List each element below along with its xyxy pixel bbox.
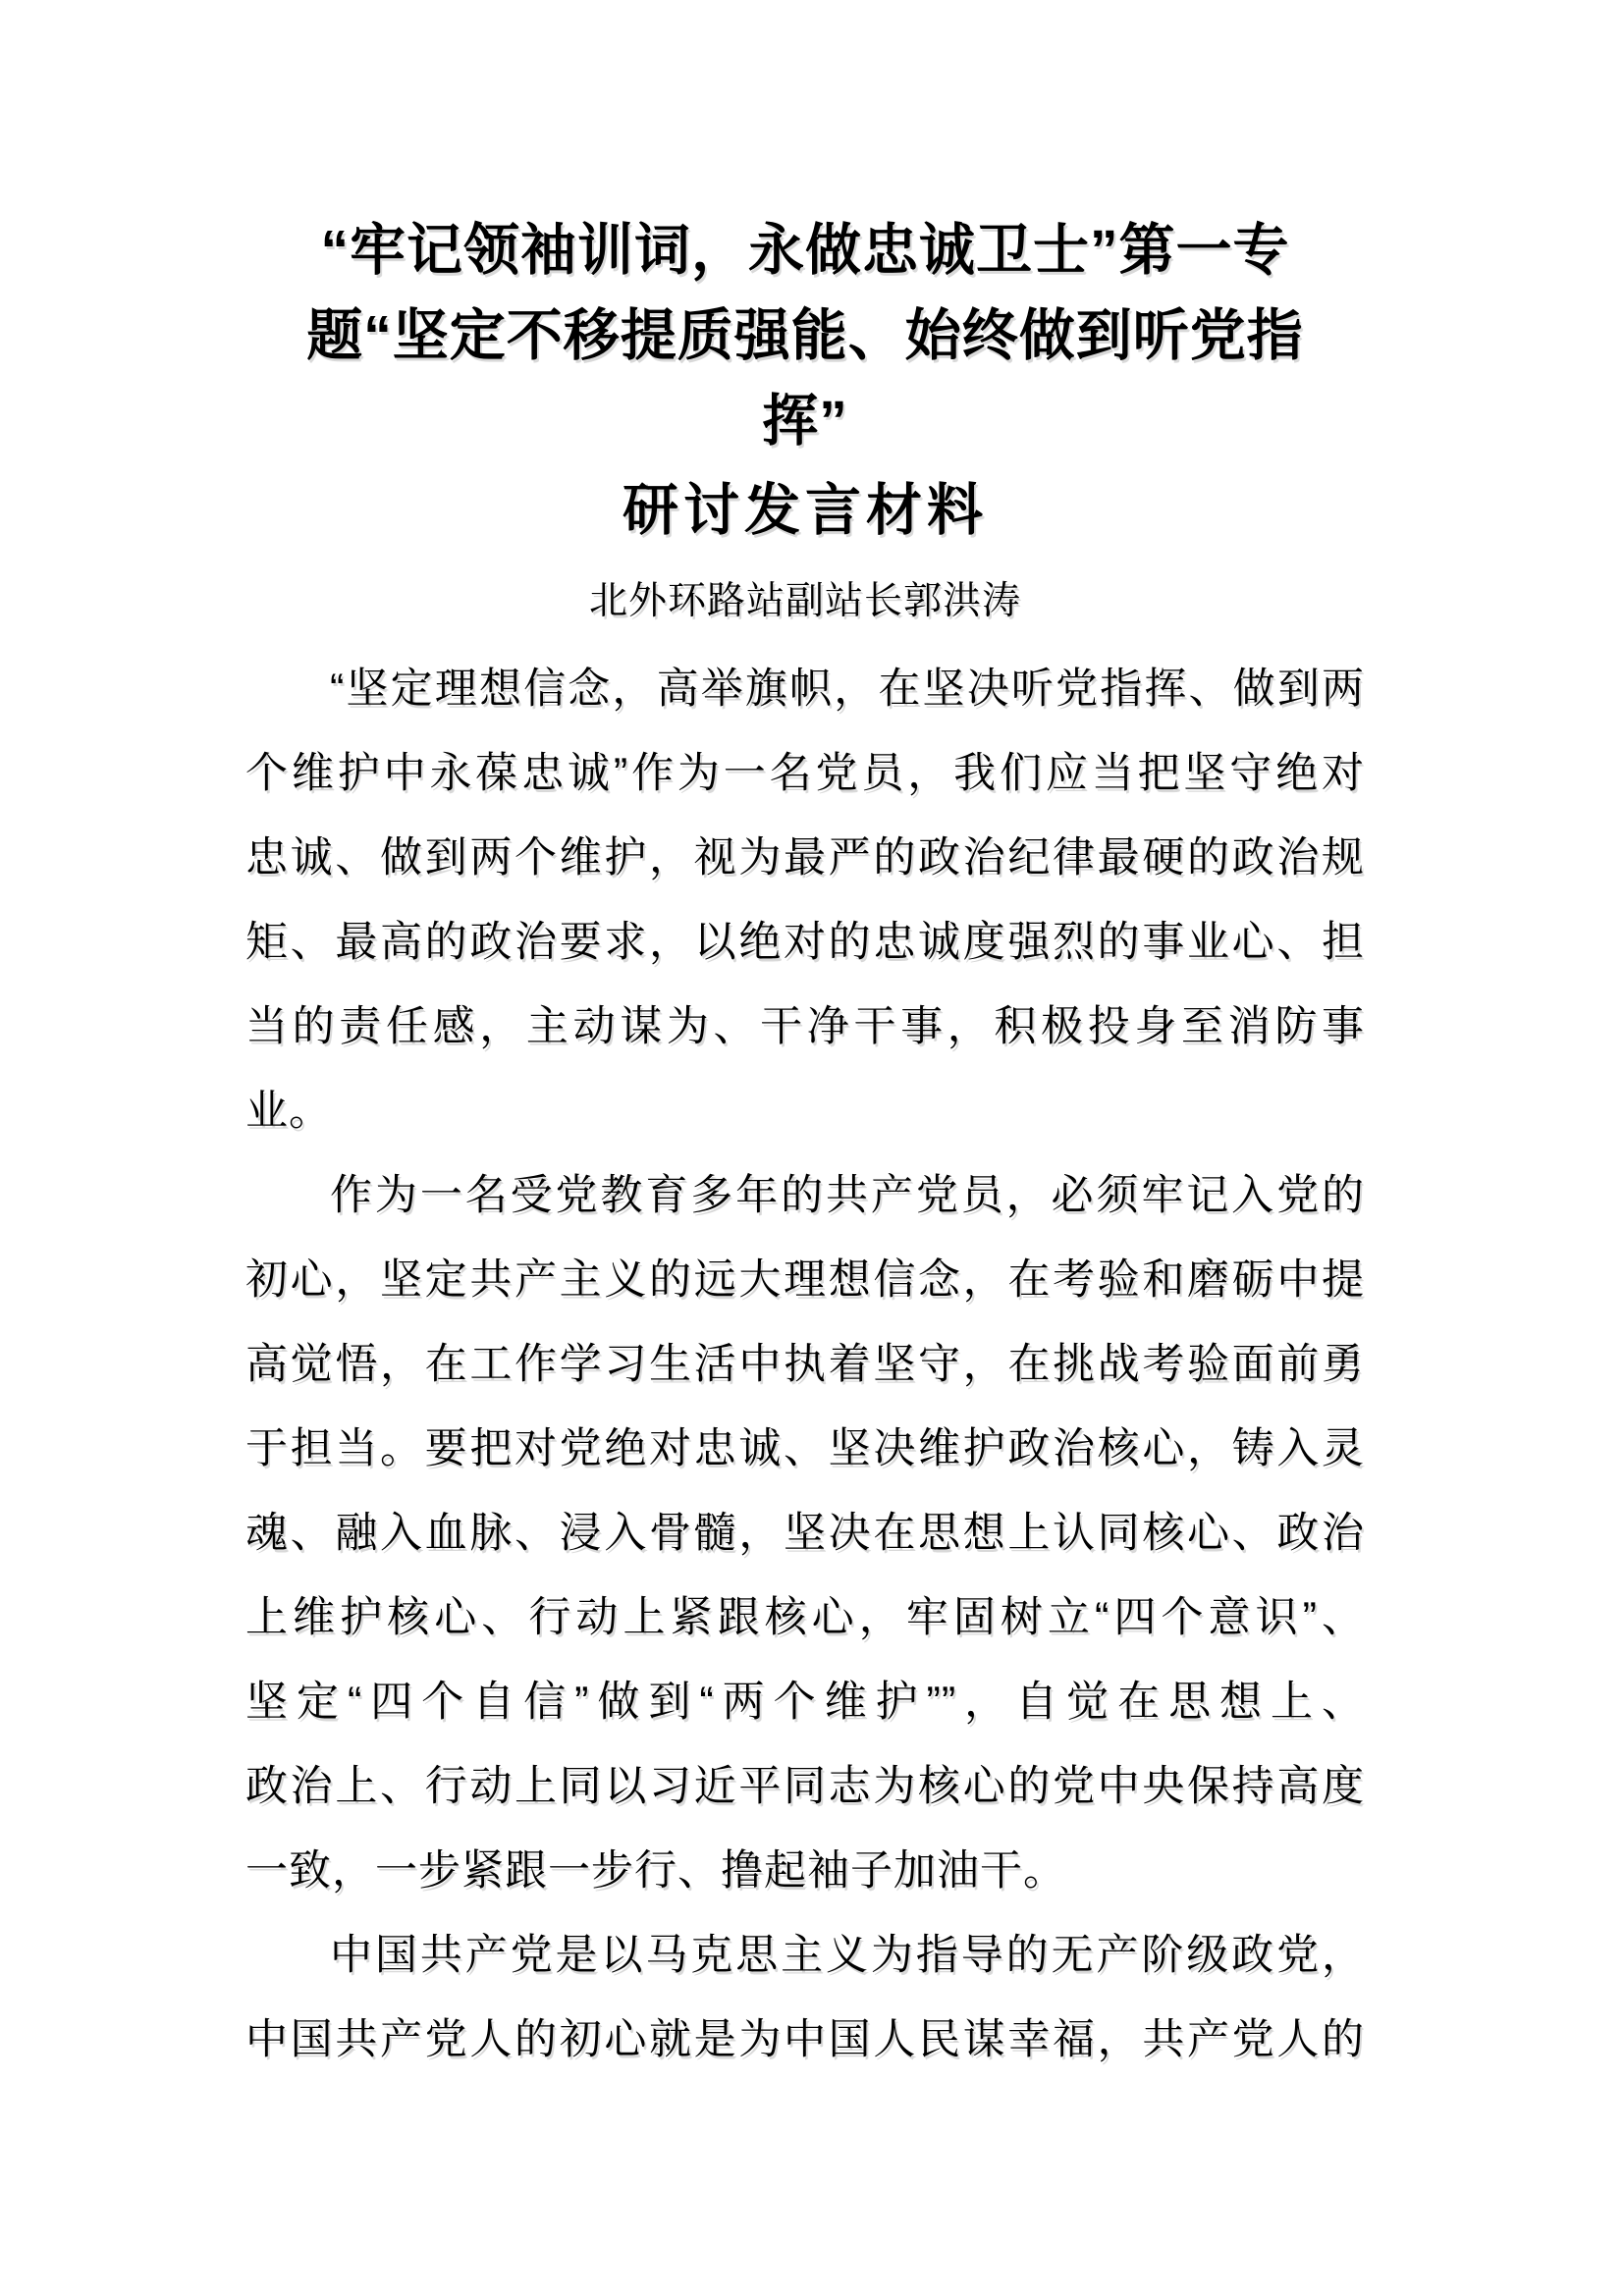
- document-author: 北外环路站副站长郭洪涛: [588, 580, 1021, 622]
- paragraph-line: 矩、最高的政治要求，以绝对的忠诚度强烈的事业心、担: [245, 919, 1365, 966]
- paragraph-line: 业。: [245, 1088, 332, 1135]
- paragraph-line: 政治上、行动上同以习近平同志为核心的党中央保持高度: [245, 1763, 1365, 1810]
- paragraph-line: 魂、融入血脉、浸入骨髓，坚决在思想上认同核心、政治: [245, 1510, 1365, 1557]
- paragraph-line: 坚定“四个自信”做到“两个维护””，自觉在思想上、: [245, 1679, 1365, 1726]
- document-body: [245, 647, 1365, 2082]
- title-line: 题“坚定不移提质强能、始终做到听党指: [306, 304, 1304, 367]
- paragraph-line: 个维护中永葆忠诚”作为一名党员，我们应当把坚守绝对: [245, 750, 1365, 797]
- title-line: “牢记领袖训词，永做忠诚卫士”第一专: [320, 219, 1290, 282]
- document-title: [245, 208, 1365, 464]
- paragraph-line: 忠诚、做到两个维护，视为最严的政治纪律最硬的政治规: [245, 834, 1365, 881]
- paragraph-line: 作为一名受党教育多年的共产党员，必须牢记入党的: [330, 1172, 1365, 1219]
- paragraph-line: 于担当。要把对党绝对忠诚、坚决维护政治核心，铸入灵: [245, 1425, 1365, 1472]
- paragraph-line: 中国共产党人的初心就是为中国人民谋幸福，共产党人的: [245, 2016, 1365, 2063]
- paragraph-line: 上维护核心、行动上紧跟核心，牢固树立“四个意识”、: [245, 1594, 1365, 1641]
- paragraph-line: 一致，一步紧跟一步行、撸起袖子加油干。: [245, 1847, 1066, 1895]
- paragraph-line: 当的责任感，主动谋为、干净干事，积极投身至消防事: [245, 1003, 1365, 1050]
- document-subtitle: 研讨发言材料: [623, 479, 988, 542]
- document-content: [245, 208, 1365, 2082]
- paragraph-line: 中国共产党是以马克思主义为指导的无产阶级政党，: [330, 1932, 1365, 1979]
- paragraph-line: 高觉悟，在工作学习生活中执着坚守，在挑战考验面前勇: [245, 1341, 1365, 1388]
- title-line: 挥”: [762, 390, 848, 453]
- paragraph-line: 初心，坚定共产主义的远大理想信念，在考验和磨砺中提: [245, 1256, 1365, 1304]
- paragraph-line: “坚定理想信念，高举旗帜，在坚决听党指挥、做到两: [330, 666, 1365, 713]
